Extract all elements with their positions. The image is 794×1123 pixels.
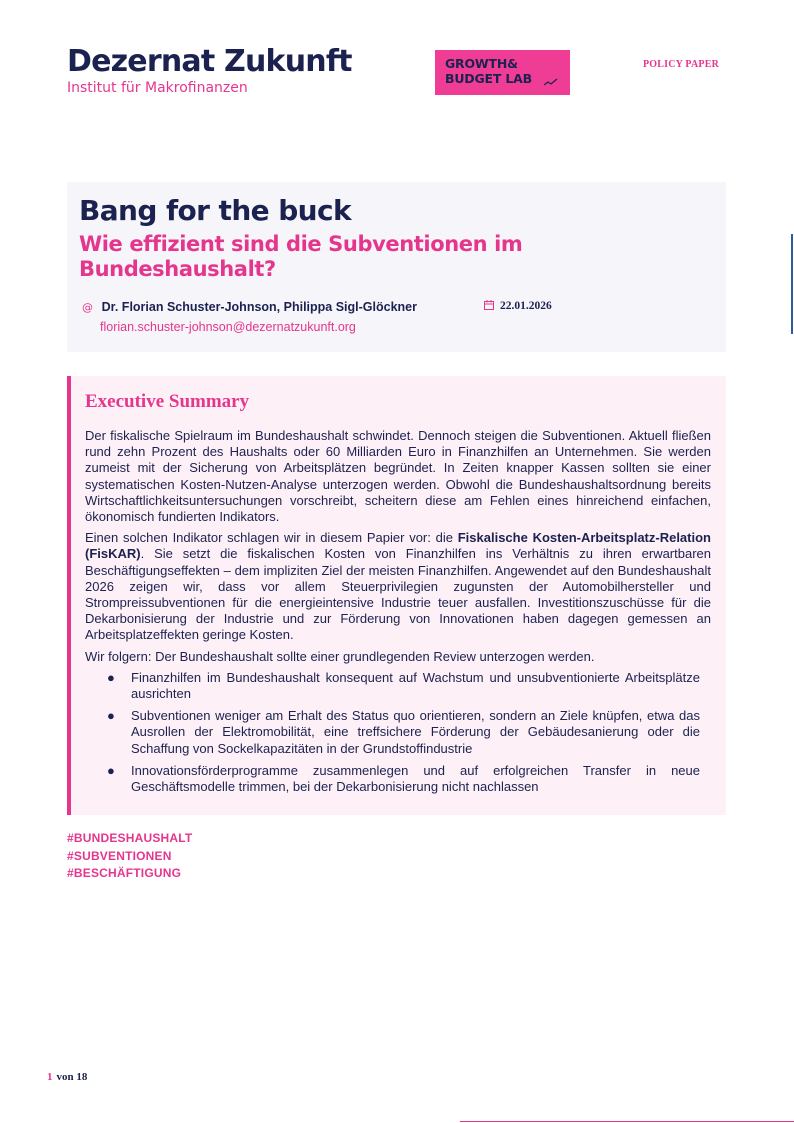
list-item — [85, 708, 711, 757]
tag-subventionen[interactable]: #SUBVENTIONEN — [67, 848, 172, 863]
fiskar-term: Fiskalische Kosten-Arbeitsplatz-Relation (FisKAR) — [85, 530, 711, 562]
at-sign-icon: @ — [82, 301, 93, 314]
growth-budget-lab-logo — [435, 50, 570, 95]
summary-title: Executive Summary — [85, 391, 250, 412]
page-title: Bang for the buck — [79, 194, 351, 227]
summary-paragraph-2 — [85, 530, 711, 643]
lab-logo-line2: BUDGET LAB — [445, 71, 532, 86]
list-item-text: Innovationsförderprogramme zusammenlegen und auf erfolgreichen Transfer in neue Geschäftsmodelle trimmen, bei der Dekarbonisierung nicht nachlassen — [131, 762, 700, 795]
executive-summary — [67, 376, 726, 815]
summary-paragraph-1: Der fiskalische Spielraum im Bundeshaushalt schwindet. Dennoch steigen die Subventionen. Aktuell fließen rund zehn Prozent des Haushalts oder 60 Milliarden Euro in Finanzhilfen an Unternehmen. Sie werden zumeist mit der Sicherung von Arbeitsplätzen begründet. In Zeiten knapper Kassen sollten sie einer systematischen Kosten-Nutzen-Analyse unterzogen werden. Obwohl die Bundeshaushaltsordnung bereits Wirtschaftlichkeitsuntersuchungen vorschreibt, scheitern diese am Fehlen eines hinreichend einfachen, ökonomisch fundierten Indikators. — [85, 428, 711, 525]
brand-subtitle: Institut für Makrofinanzen — [67, 80, 248, 96]
list-item-text: Subventionen weniger am Erhalt des Status quo orientieren, sondern an Ziele knüpfen, etwa das Ausrollen der Elektromobilität, eine treffsichere Förderung der Gebäudesanierung oder die Schaffung von Sockelkapazitäten in der Grundstoffindustrie — [131, 708, 700, 756]
list-item-text: Finanzhilfen im Bundeshaushalt konsequent auf Wachstum und unsubventionierte Arbeitsplätze ausrichten — [131, 669, 700, 702]
tag-bundeshaushalt[interactable]: #BUNDESHAUSHALT — [67, 831, 193, 845]
author-row — [82, 300, 712, 320]
edge-marker — [791, 234, 793, 334]
brand-logo — [67, 44, 352, 97]
bullet-icon: ● — [107, 708, 115, 724]
document-type-label: POLICY PAPER — [643, 59, 720, 70]
lab-logo-line1: GROWTH& — [445, 56, 518, 71]
footer-divider — [460, 1121, 794, 1122]
page-total: von 18 — [56, 1071, 88, 1083]
page-number: 1 — [47, 1071, 53, 1083]
recommendation-list — [85, 670, 711, 795]
bullet-icon: ● — [107, 669, 115, 685]
calendar-icon — [484, 300, 494, 310]
brand-name: Dezernat Zukunft — [67, 44, 352, 79]
date-text: 22.01.2026 — [500, 300, 552, 312]
summary-paragraph-3: Wir folgern: Der Bundeshaushalt sollte einer grundlegenden Review unterzogen werden. — [85, 648, 595, 664]
publication-date — [484, 300, 552, 312]
title-block — [67, 182, 726, 352]
chart-icon — [544, 78, 558, 86]
email-row — [82, 320, 712, 340]
author-email-link[interactable]: florian.schuster-johnson@dezernatzukunft.org — [100, 320, 356, 334]
tag-beschaeftigung[interactable]: #BESCHÄFTIGUNG — [67, 866, 182, 880]
bullet-icon: ● — [107, 762, 115, 778]
author-meta — [82, 300, 712, 340]
p2-body: . Sie setzt die fiskalischen Kosten von Finanzhilfen ins Verhältnis zu ihren erwartbaren Beschäftigungseffekten – dem impliziten Ziel der meisten Finanzhilfen. Angewendet auf den Bundeshaushalt 2026 zeigen wir, dass vor allem Steuerprivilegien zugunsten der Automobilhersteller und Strompreissubventionen für die energieintensive Industrie teuer ausfallen. Investitionszuschüsse für die Dekarbonisierung der Industrie und zur Förderung von Innovationen haben dagegen gemessen an Arbeitsplatzeffekten geringe Kosten. — [85, 546, 711, 643]
list-item — [85, 670, 711, 702]
page-footer — [47, 1071, 87, 1083]
p2-intro: Einen solchen Indikator schlagen wir in diesem Papier vor: die — [85, 530, 458, 546]
authors: Dr. Florian Schuster-Johnson, Philippa Sigl-Glöckner — [101, 300, 417, 314]
page-header — [0, 0, 794, 110]
page-subtitle: Wie effizient sind die Subventionen im Bundeshaushalt? — [79, 232, 523, 281]
tag-list — [67, 830, 192, 883]
list-item — [85, 763, 711, 795]
